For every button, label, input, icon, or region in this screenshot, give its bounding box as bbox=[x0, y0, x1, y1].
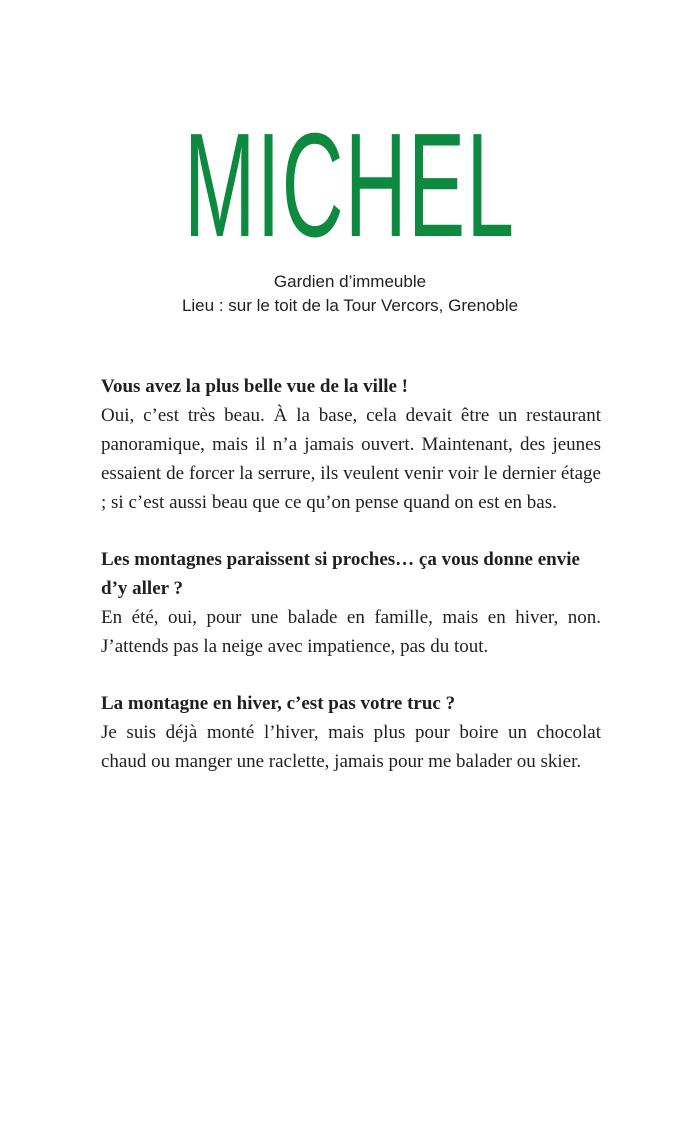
qa-block bbox=[101, 689, 601, 776]
role-text: Gardien d’immeuble bbox=[273, 272, 427, 291]
qa-block bbox=[101, 545, 601, 661]
question: La montagne en hiver, c’est pas votre truc ? bbox=[101, 693, 456, 714]
interview-content bbox=[101, 372, 601, 804]
question: Vous avez la plus belle vue de la ville ! bbox=[101, 376, 409, 397]
subtitle bbox=[0, 270, 700, 318]
qa-block bbox=[101, 372, 601, 517]
answer: Oui, c’est très beau. À la base, cela devait être un restaurant panoramique, mais il n’a jamais ouvert. Maintenant, des jeunes essaient de forcer la serrure, ils veulent venir voir le dernier étage ; si c’est aussi beau que ce qu’on pense quand on est en bas. bbox=[101, 405, 601, 513]
answer: Je suis déjà monté l’hiver, mais plus pour boire un chocolat chaud ou manger une raclette, jamais pour me balader ou skier. bbox=[101, 722, 601, 772]
question: Les montagnes paraissent si proches… ça vous donne envie d’y aller ? bbox=[101, 549, 580, 599]
answer: En été, oui, pour une balade en famille, mais en hiver, non. J’attends pas la neige avec impatience, pas du tout. bbox=[101, 607, 601, 657]
header bbox=[0, 103, 700, 318]
location-text: Lieu : sur le toit de la Tour Vercors, Grenoble bbox=[181, 296, 519, 315]
page-title: MICHEL bbox=[184, 103, 516, 268]
